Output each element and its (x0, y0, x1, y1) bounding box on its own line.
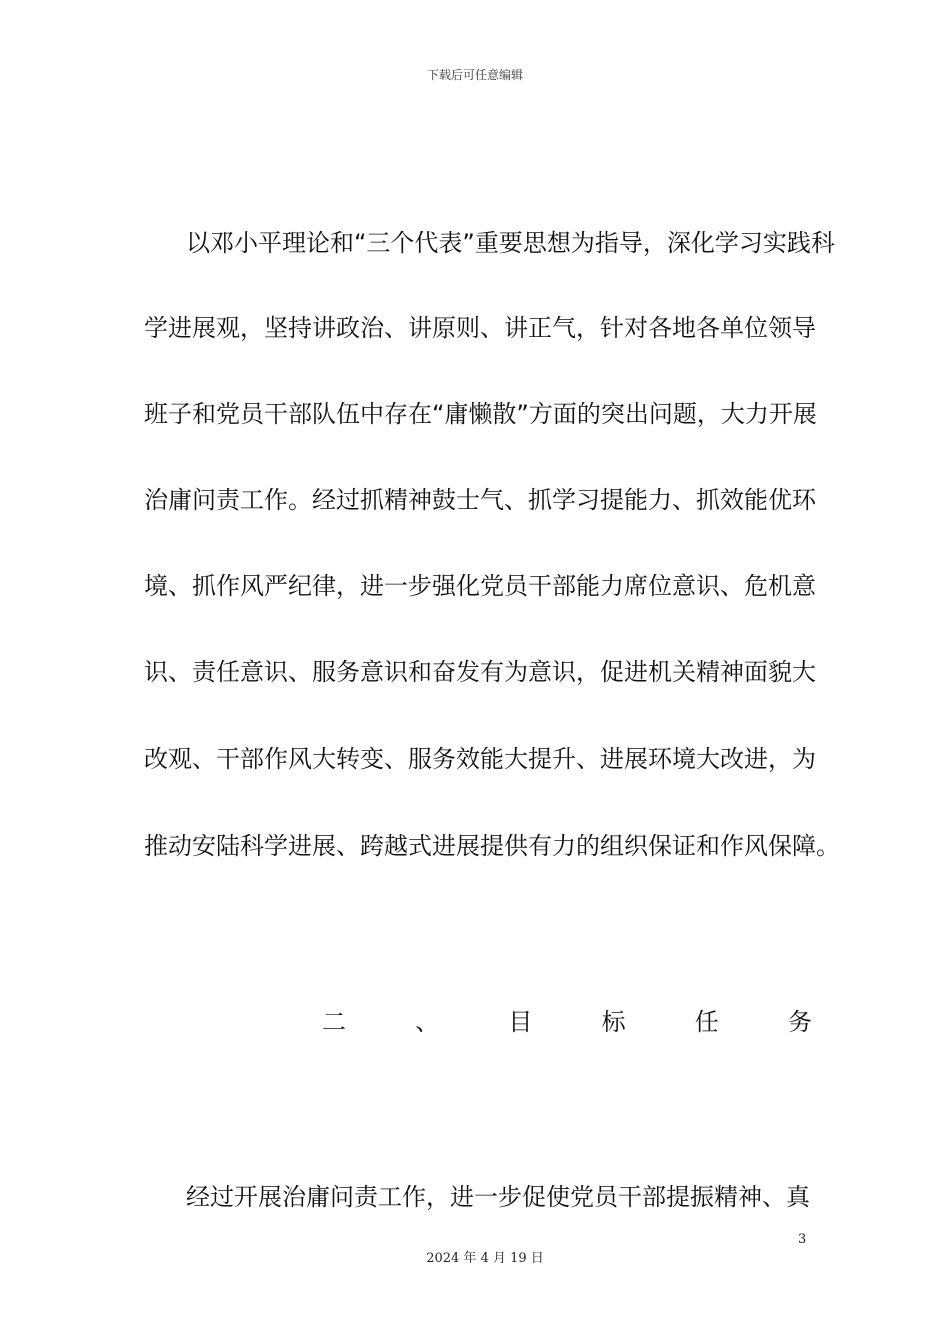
paragraph-line: 治庸问责工作。经过抓精神鼓士气、抓学习提能力、抓效能优环 (144, 486, 816, 514)
heading-char: 、 (415, 1008, 440, 1036)
footer-date: 2024 年 4 月 19 日 (426, 1251, 544, 1266)
paragraph-line: 以邓小平理论和“三个代表”重要思想为指导，深化学习实践科 (186, 229, 835, 257)
page-number: 3 (798, 1232, 807, 1247)
paragraph-line: 境、抓作风严纪律，进一步强化党员干部能力席位意识、危机意 (144, 572, 816, 600)
heading-char: 任 (694, 1008, 719, 1036)
paragraph-line: 识、责任意识、服务意识和奋发有为意识，促进机关精神面貌大 (144, 658, 816, 686)
heading-char: 目 (508, 1008, 533, 1036)
heading-char: 务 (787, 1008, 812, 1036)
paragraph-line: 推动安陆科学进展、跨越式进展提供有力的组织保证和作风保障。 (144, 832, 840, 860)
paragraph-line: 学进展观，坚持讲政治、讲原则、讲正气，针对各地各单位领导 (144, 314, 816, 342)
heading-char: 二 (322, 1008, 346, 1036)
heading-char: 标 (601, 1008, 626, 1036)
paragraph-line: 经过开展治庸问责工作，进一步促使党员干部提振精神、真 (186, 1183, 810, 1211)
page-header: 下载后可任意编辑 (426, 68, 523, 82)
paragraph-line: 班子和党员干部队伍中存在“庸懒散”方面的突出问题，大力开展 (144, 400, 817, 428)
section-heading (322, 1007, 812, 1039)
paragraph-line: 改观、干部作风大转变、服务效能大提升、进展环境大改进，为 (144, 745, 816, 773)
